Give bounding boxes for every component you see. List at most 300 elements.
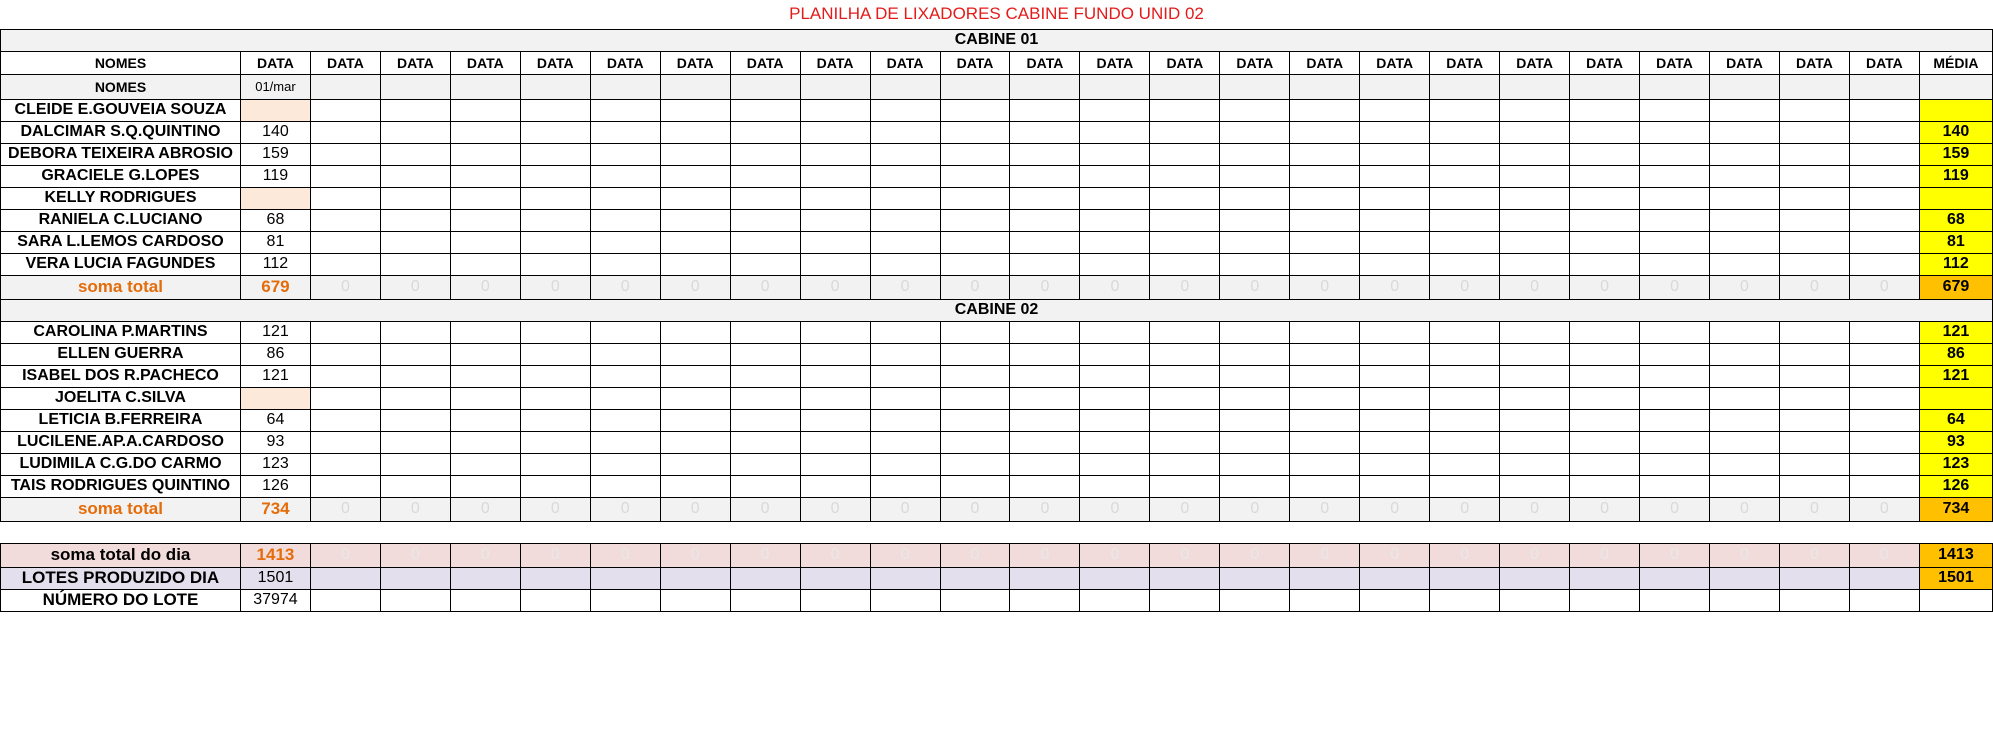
lotes-cell[interactable] [1500,567,1570,589]
data-cell[interactable] [660,187,730,209]
data-cell[interactable] [800,431,870,453]
data-cell[interactable] [1640,475,1710,497]
data-cell[interactable] [1150,253,1220,275]
data-cell[interactable] [1150,387,1220,409]
data-cell[interactable] [310,165,380,187]
data-cell[interactable] [1220,121,1290,143]
data-cell[interactable] [870,453,940,475]
data-cell[interactable] [1779,409,1849,431]
col-header-data[interactable]: DATA [660,51,730,74]
data-cell[interactable] [660,121,730,143]
data-cell[interactable] [450,387,520,409]
operator-name[interactable]: VERA LUCIA FAGUNDES [1,253,241,275]
data-cell[interactable] [520,143,590,165]
subheader-cell[interactable] [590,74,660,99]
data-cell[interactable] [590,321,660,343]
sum-zero-cell[interactable]: 0 [1779,497,1849,521]
lote-number-cell[interactable] [380,589,450,611]
data-cell[interactable] [1640,143,1710,165]
data-cell[interactable] [1010,231,1080,253]
data-cell[interactable] [660,143,730,165]
data-cell[interactable] [1360,143,1430,165]
data-cell[interactable] [1779,165,1849,187]
data-cell[interactable] [520,165,590,187]
data-cell[interactable] [520,321,590,343]
data-cell[interactable] [520,431,590,453]
data-cell[interactable] [1430,121,1500,143]
data-cell[interactable] [1010,121,1080,143]
data-cell[interactable] [1710,209,1780,231]
data-cell[interactable] [730,475,800,497]
data-cell[interactable] [520,343,590,365]
data-cell[interactable] [1150,475,1220,497]
data-cell[interactable] [310,99,380,121]
data-cell[interactable] [1080,99,1150,121]
data-cell[interactable] [1779,143,1849,165]
data-cell[interactable] [1010,165,1080,187]
data-cell[interactable] [660,475,730,497]
col-header-data[interactable]: DATA [1150,51,1220,74]
data-cell[interactable] [450,343,520,365]
lotes-cell[interactable] [1570,567,1640,589]
subheader-cell[interactable] [380,74,450,99]
data-cell[interactable] [450,99,520,121]
data-cell[interactable] [310,409,380,431]
sum-zero-cell[interactable]: 0 [590,275,660,299]
data-cell[interactable] [1570,431,1640,453]
data-cell[interactable] [1150,365,1220,387]
data-cell[interactable] [450,143,520,165]
data-cell[interactable] [1849,343,1919,365]
first-date-value[interactable] [240,99,310,121]
sum-zero-cell[interactable]: 0 [310,275,380,299]
data-cell[interactable] [1779,187,1849,209]
data-cell[interactable] [310,253,380,275]
day-zero-cell[interactable]: 0 [380,543,450,567]
data-cell[interactable] [1500,321,1570,343]
sum-zero-cell[interactable]: 0 [1570,497,1640,521]
data-cell[interactable] [940,209,1010,231]
data-cell[interactable] [730,453,800,475]
sum-zero-cell[interactable]: 0 [1150,275,1220,299]
data-cell[interactable] [1570,475,1640,497]
data-cell[interactable] [800,387,870,409]
operator-name[interactable]: ELLEN GUERRA [1,343,241,365]
data-cell[interactable] [1360,121,1430,143]
lotes-cell[interactable] [1360,567,1430,589]
sum-zero-cell[interactable]: 0 [1010,497,1080,521]
first-date-value[interactable]: 126 [240,475,310,497]
col-header-data[interactable]: DATA [1640,51,1710,74]
data-cell[interactable] [1849,387,1919,409]
data-cell[interactable] [1220,209,1290,231]
day-zero-cell[interactable]: 0 [1500,543,1570,567]
subheader-cell[interactable] [660,74,730,99]
data-cell[interactable] [1290,343,1360,365]
lote-number-cell[interactable] [520,589,590,611]
data-cell[interactable] [660,387,730,409]
data-cell[interactable] [1290,253,1360,275]
data-cell[interactable] [1849,453,1919,475]
sum-zero-cell[interactable]: 0 [1570,275,1640,299]
col-header-data[interactable]: DATA [730,51,800,74]
day-zero-cell[interactable]: 0 [1430,543,1500,567]
data-cell[interactable] [1500,143,1570,165]
data-cell[interactable] [1150,165,1220,187]
data-cell[interactable] [730,143,800,165]
data-cell[interactable] [590,99,660,121]
data-cell[interactable] [870,187,940,209]
data-cell[interactable] [1220,321,1290,343]
data-cell[interactable] [1220,165,1290,187]
data-cell[interactable] [940,321,1010,343]
day-zero-cell[interactable]: 0 [1640,543,1710,567]
data-cell[interactable] [1360,453,1430,475]
subheader-cell[interactable] [310,74,380,99]
day-zero-cell[interactable]: 0 [1010,543,1080,567]
sum-zero-cell[interactable]: 0 [1640,275,1710,299]
data-cell[interactable] [520,209,590,231]
average-cell[interactable]: 126 [1919,475,1992,497]
data-cell[interactable] [1430,99,1500,121]
data-cell[interactable] [1150,99,1220,121]
data-cell[interactable] [1849,409,1919,431]
data-cell[interactable] [380,475,450,497]
data-cell[interactable] [800,187,870,209]
data-cell[interactable] [1290,321,1360,343]
sum-zero-cell[interactable]: 0 [1710,275,1780,299]
data-cell[interactable] [1430,165,1500,187]
day-zero-cell[interactable]: 0 [520,543,590,567]
lotes-cell[interactable] [870,567,940,589]
data-cell[interactable] [1360,409,1430,431]
data-cell[interactable] [1360,99,1430,121]
col-header-names[interactable]: NOMES [1,51,241,74]
average-cell[interactable] [1919,187,1992,209]
data-cell[interactable] [1500,209,1570,231]
cabine-01-label[interactable]: CABINE 01 [1,29,1993,51]
lotes-cell[interactable] [1290,567,1360,589]
data-cell[interactable] [800,321,870,343]
data-cell[interactable] [1710,431,1780,453]
data-cell[interactable] [800,253,870,275]
col-header-data[interactable]: DATA [1010,51,1080,74]
data-cell[interactable] [870,431,940,453]
data-cell[interactable] [730,365,800,387]
data-cell[interactable] [730,165,800,187]
data-cell[interactable] [450,253,520,275]
lote-number-cell[interactable] [1500,589,1570,611]
col-header-data[interactable]: DATA [870,51,940,74]
data-cell[interactable] [1150,409,1220,431]
data-cell[interactable] [310,187,380,209]
data-cell[interactable] [1430,431,1500,453]
data-cell[interactable] [1150,231,1220,253]
day-zero-cell[interactable]: 0 [310,543,380,567]
data-cell[interactable] [590,187,660,209]
data-cell[interactable] [1010,343,1080,365]
sum-zero-cell[interactable]: 0 [660,497,730,521]
day-zero-cell[interactable]: 0 [1080,543,1150,567]
data-cell[interactable] [380,431,450,453]
subheader-cell[interactable] [1220,74,1290,99]
data-cell[interactable] [1570,121,1640,143]
average-cell[interactable]: 112 [1919,253,1992,275]
data-cell[interactable] [1290,187,1360,209]
data-cell[interactable] [1710,343,1780,365]
sum-average[interactable]: 734 [1919,497,1992,521]
data-cell[interactable] [380,165,450,187]
data-cell[interactable] [1080,431,1150,453]
col-header-data[interactable]: DATA [240,51,310,74]
data-cell[interactable] [660,343,730,365]
data-cell[interactable] [1849,165,1919,187]
sum-zero-cell[interactable]: 0 [1849,497,1919,521]
lote-number-cell[interactable] [730,589,800,611]
data-cell[interactable] [1640,409,1710,431]
first-date-value[interactable]: 140 [240,121,310,143]
data-cell[interactable] [1779,365,1849,387]
sum-zero-cell[interactable]: 0 [730,275,800,299]
lote-number-cell[interactable] [1779,589,1849,611]
subheader-cell[interactable] [1290,74,1360,99]
data-cell[interactable] [1640,343,1710,365]
data-cell[interactable] [1430,321,1500,343]
lote-number-cell[interactable] [590,589,660,611]
average-cell[interactable]: 93 [1919,431,1992,453]
data-cell[interactable] [1640,431,1710,453]
data-cell[interactable] [1430,231,1500,253]
data-cell[interactable] [310,431,380,453]
data-cell[interactable] [1080,253,1150,275]
sum-label[interactable]: soma total [1,497,241,521]
data-cell[interactable] [1640,453,1710,475]
data-cell[interactable] [1570,143,1640,165]
data-cell[interactable] [1710,121,1780,143]
first-date-value[interactable]: 64 [240,409,310,431]
data-cell[interactable] [310,387,380,409]
day-zero-cell[interactable]: 0 [660,543,730,567]
data-cell[interactable] [1500,387,1570,409]
data-cell[interactable] [1290,365,1360,387]
data-cell[interactable] [1360,187,1430,209]
data-cell[interactable] [730,387,800,409]
lotes-cell[interactable] [940,567,1010,589]
data-cell[interactable] [940,453,1010,475]
lotes-cell[interactable] [1080,567,1150,589]
data-cell[interactable] [1360,253,1430,275]
data-cell[interactable] [940,165,1010,187]
lotes-cell[interactable] [1779,567,1849,589]
data-cell[interactable] [870,365,940,387]
data-cell[interactable] [380,343,450,365]
data-cell[interactable] [730,343,800,365]
data-cell[interactable] [730,99,800,121]
data-cell[interactable] [450,409,520,431]
average-cell[interactable]: 121 [1919,365,1992,387]
first-date-value[interactable]: 159 [240,143,310,165]
subheader-cell[interactable] [1500,74,1570,99]
data-cell[interactable] [1849,253,1919,275]
data-cell[interactable] [1360,431,1430,453]
data-cell[interactable] [1640,209,1710,231]
lote-number-cell[interactable] [870,589,940,611]
subheader-cell[interactable] [520,74,590,99]
data-cell[interactable] [1290,453,1360,475]
data-cell[interactable] [660,453,730,475]
lotes-label[interactable]: LOTES PRODUZIDO DIA [1,567,241,589]
data-cell[interactable] [730,253,800,275]
data-cell[interactable] [1710,143,1780,165]
data-cell[interactable] [520,387,590,409]
data-cell[interactable] [1360,387,1430,409]
lote-number-cell[interactable] [1220,589,1290,611]
average-cell[interactable]: 64 [1919,409,1992,431]
subheader-cell[interactable] [800,74,870,99]
sheet-title[interactable]: PLANILHA DE LIXADORES CABINE FUNDO UNID 02 [789,4,1204,24]
subheader-cell[interactable] [1080,74,1150,99]
data-cell[interactable] [1570,253,1640,275]
data-cell[interactable] [1220,387,1290,409]
col-header-data[interactable]: DATA [1080,51,1150,74]
data-cell[interactable] [1290,143,1360,165]
data-cell[interactable] [1220,99,1290,121]
sum-zero-cell[interactable]: 0 [800,497,870,521]
data-cell[interactable] [1220,409,1290,431]
data-cell[interactable] [1849,231,1919,253]
data-cell[interactable] [1500,453,1570,475]
operator-name[interactable]: LUCILENE.AP.A.CARDOSO [1,431,241,453]
data-cell[interactable] [310,209,380,231]
first-date-value[interactable]: 81 [240,231,310,253]
data-cell[interactable] [1430,143,1500,165]
lotes-cell[interactable] [450,567,520,589]
data-cell[interactable] [800,409,870,431]
data-cell[interactable] [870,99,940,121]
data-cell[interactable] [1500,475,1570,497]
data-cell[interactable] [800,365,870,387]
col-header-data[interactable]: DATA [940,51,1010,74]
average-cell[interactable] [1919,387,1992,409]
data-cell[interactable] [450,231,520,253]
data-cell[interactable] [590,365,660,387]
data-cell[interactable] [1010,187,1080,209]
col-header-data[interactable]: DATA [380,51,450,74]
data-cell[interactable] [1430,365,1500,387]
data-cell[interactable] [1360,321,1430,343]
lotes-average[interactable]: 1501 [1919,567,1992,589]
subheader-cell[interactable] [1430,74,1500,99]
col-header-media[interactable]: MÉDIA [1919,51,1992,74]
data-cell[interactable] [1779,343,1849,365]
lotes-cell[interactable] [1010,567,1080,589]
subheader-cell[interactable] [1010,74,1080,99]
data-cell[interactable] [1150,209,1220,231]
lotes-cell[interactable] [1220,567,1290,589]
data-cell[interactable] [800,209,870,231]
data-cell[interactable] [1080,321,1150,343]
data-cell[interactable] [660,99,730,121]
data-cell[interactable] [1640,121,1710,143]
col-header-data[interactable]: DATA [520,51,590,74]
data-cell[interactable] [1640,99,1710,121]
data-cell[interactable] [870,387,940,409]
data-cell[interactable] [1220,453,1290,475]
sum-zero-cell[interactable]: 0 [1500,275,1570,299]
data-cell[interactable] [1080,231,1150,253]
data-cell[interactable] [1779,321,1849,343]
data-cell[interactable] [520,475,590,497]
subheader-media-cell[interactable] [1919,74,1992,99]
lote-number-value[interactable]: 37974 [240,589,310,611]
sum-value[interactable]: 679 [240,275,310,299]
sum-zero-cell[interactable]: 0 [1220,275,1290,299]
data-cell[interactable] [800,343,870,365]
subheader-cell[interactable] [1360,74,1430,99]
data-cell[interactable] [590,475,660,497]
data-cell[interactable] [590,121,660,143]
col-header-data[interactable]: DATA [1849,51,1919,74]
col-header-data[interactable]: DATA [1360,51,1430,74]
col-header-data[interactable]: DATA [800,51,870,74]
lotes-value[interactable]: 1501 [240,567,310,589]
sum-zero-cell[interactable]: 0 [1430,497,1500,521]
data-cell[interactable] [380,253,450,275]
sum-zero-cell[interactable]: 0 [940,275,1010,299]
data-cell[interactable] [1849,143,1919,165]
data-cell[interactable] [1010,387,1080,409]
data-cell[interactable] [870,121,940,143]
operator-name[interactable]: LUDIMILA C.G.DO CARMO [1,453,241,475]
data-cell[interactable] [1849,321,1919,343]
lote-number-cell[interactable] [1919,589,1992,611]
data-cell[interactable] [1150,121,1220,143]
data-cell[interactable] [870,409,940,431]
subheader-cell[interactable] [1710,74,1780,99]
data-cell[interactable] [1849,209,1919,231]
sum-label[interactable]: soma total [1,275,241,299]
day-zero-cell[interactable]: 0 [800,543,870,567]
data-cell[interactable] [1430,475,1500,497]
sum-zero-cell[interactable]: 0 [1360,497,1430,521]
sum-zero-cell[interactable]: 0 [380,275,450,299]
data-cell[interactable] [1290,165,1360,187]
data-cell[interactable] [940,143,1010,165]
col-header-data[interactable]: DATA [1500,51,1570,74]
lote-number-cell[interactable] [800,589,870,611]
data-cell[interactable] [380,387,450,409]
sum-zero-cell[interactable]: 0 [1150,497,1220,521]
day-zero-cell[interactable]: 0 [450,543,520,567]
data-cell[interactable] [1360,343,1430,365]
data-cell[interactable] [1150,321,1220,343]
data-cell[interactable] [520,453,590,475]
lote-number-cell[interactable] [450,589,520,611]
data-cell[interactable] [940,187,1010,209]
lotes-cell[interactable] [520,567,590,589]
sum-zero-cell[interactable]: 0 [1290,275,1360,299]
operator-name[interactable]: JOELITA C.SILVA [1,387,241,409]
data-cell[interactable] [380,99,450,121]
data-cell[interactable] [1290,121,1360,143]
data-cell[interactable] [1290,409,1360,431]
first-date-value[interactable]: 93 [240,431,310,453]
sum-zero-cell[interactable]: 0 [450,275,520,299]
data-cell[interactable] [660,365,730,387]
data-cell[interactable] [1710,453,1780,475]
data-cell[interactable] [940,343,1010,365]
data-cell[interactable] [730,209,800,231]
